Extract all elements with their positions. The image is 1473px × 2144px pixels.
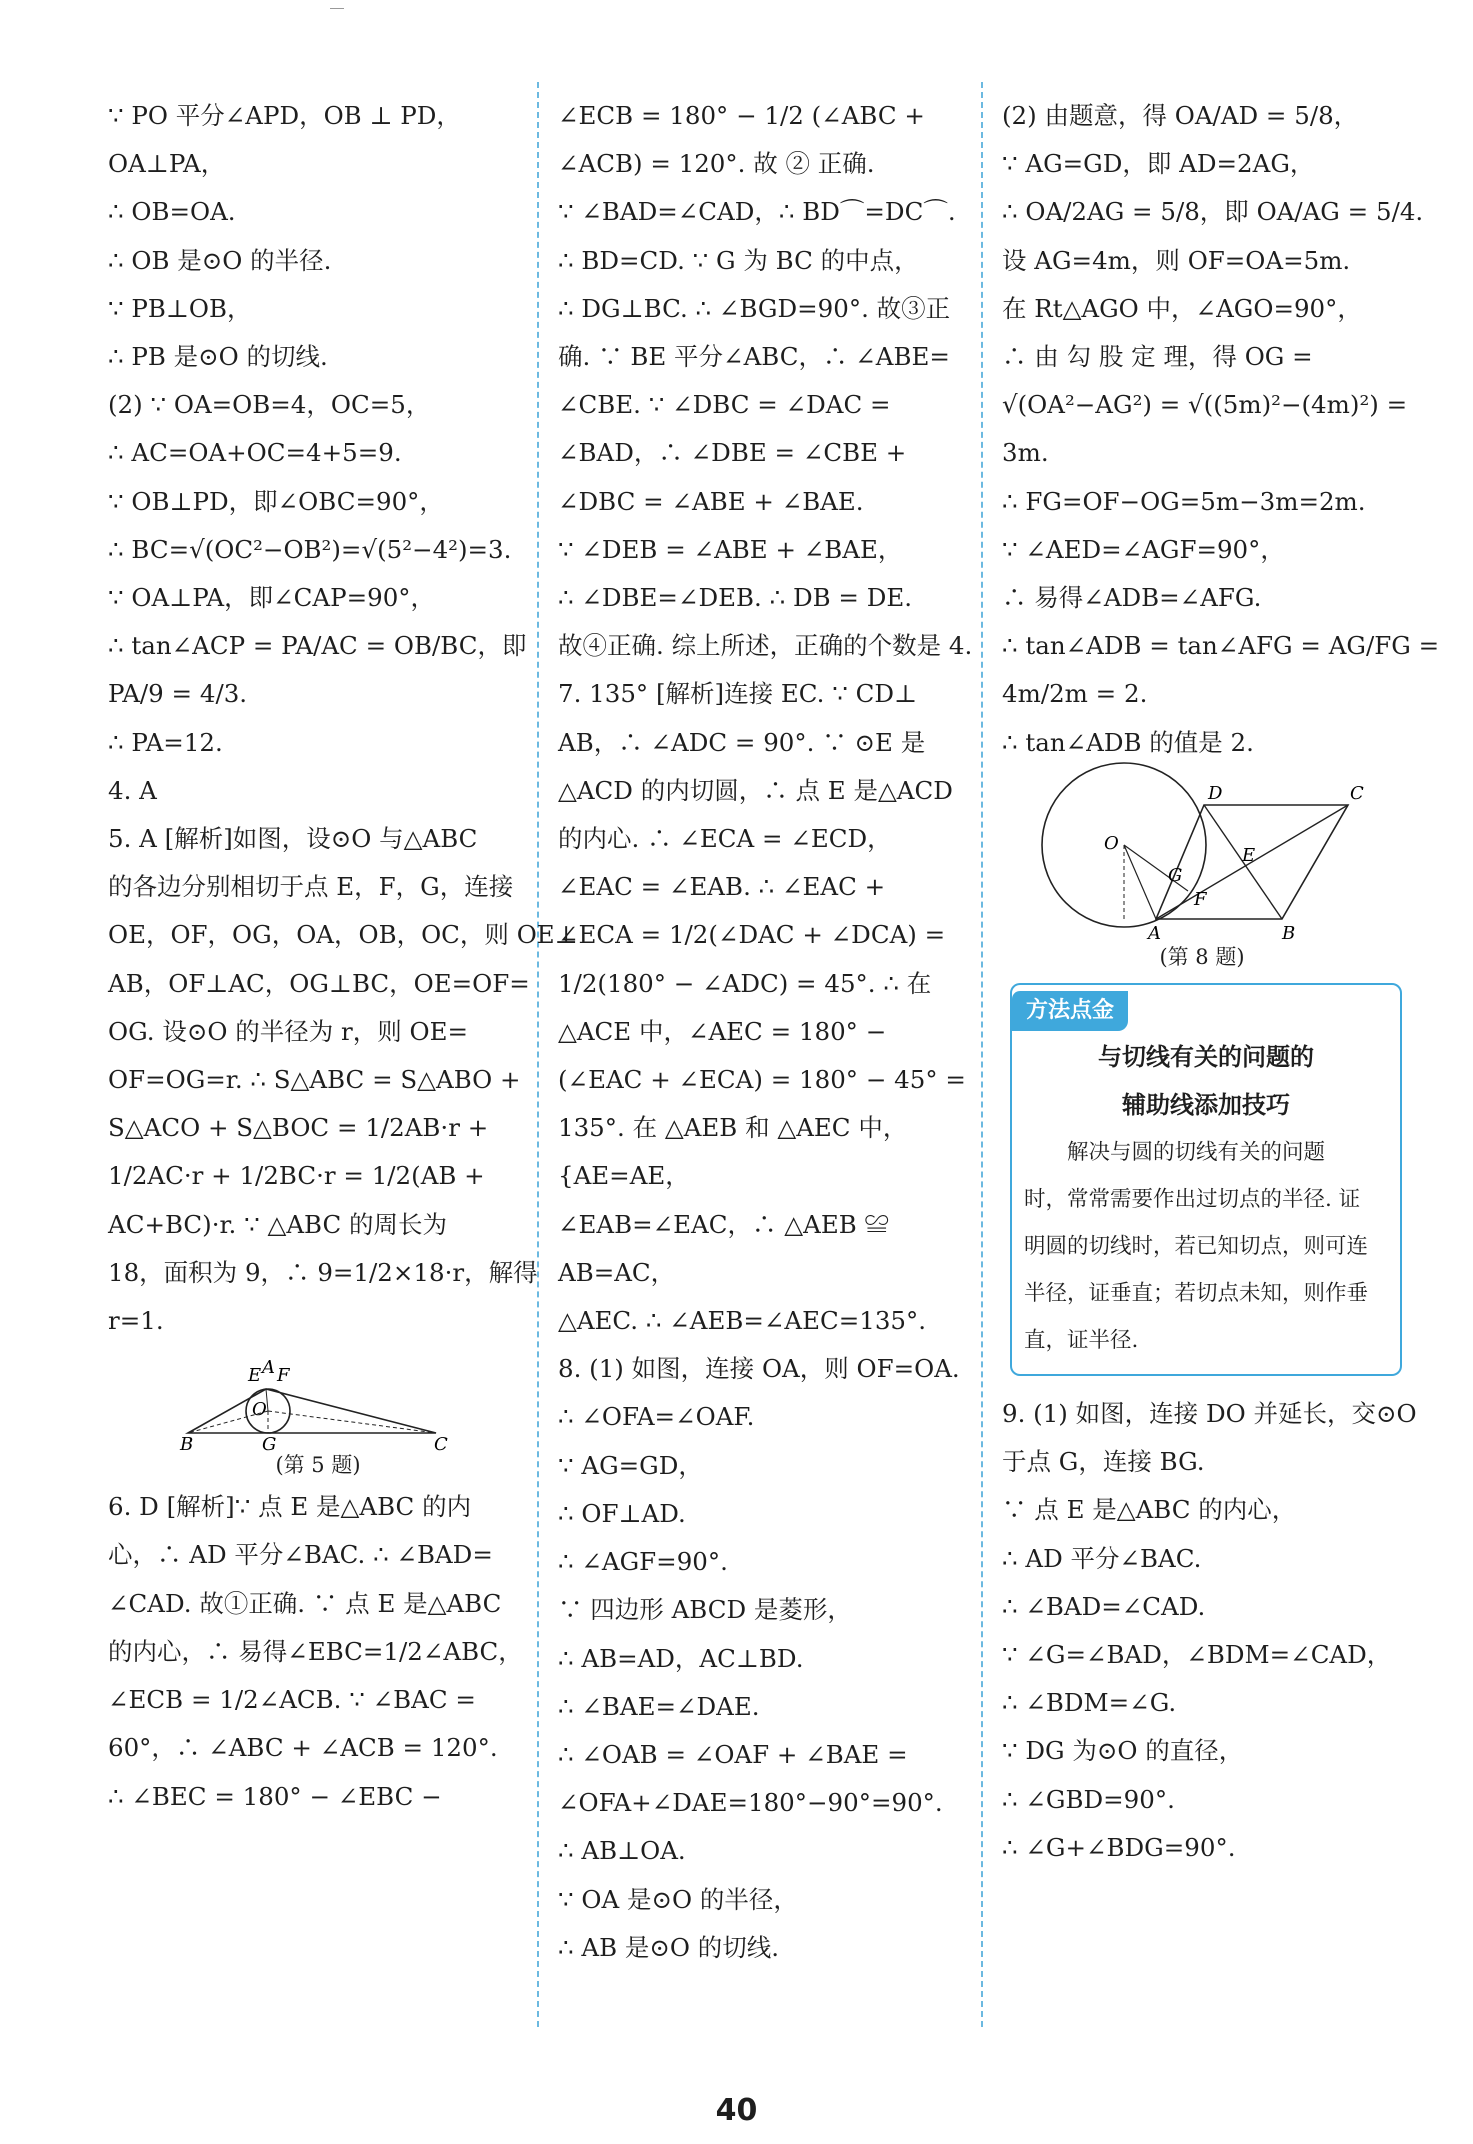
text-line: ∴ DG⊥BC. ∴ ∠BGD=90°. 故③正 — [558, 293, 951, 323]
text-line: 的内心，∴ 易得∠EBC=1/2∠ABC， — [108, 1636, 523, 1666]
column-1 — [108, 92, 578, 1821]
fig5-label-f: F — [277, 1365, 290, 1387]
column-2 — [558, 92, 973, 1972]
text-line: ∠BAD，∴ ∠DBE = ∠CBE + — [558, 438, 907, 468]
text-line: ∵ ∠DEB = ∠ABE + ∠BAE， — [558, 534, 903, 564]
text-line: ∴ ∠OFA=∠OAF. — [558, 1402, 755, 1432]
text-line: 1/2AC·r + 1/2BC·r = 1/2(AB + — [108, 1161, 485, 1191]
text-line: ∵ 四边形 ABCD 是菱形， — [558, 1595, 852, 1625]
text-line: ∴ AB=AD，AC⊥BD. — [558, 1643, 804, 1673]
text-line: ∵ PO 平分∠APD，OB ⊥ PD， — [108, 101, 461, 130]
text-line: ∴ ∠AGF=90°. — [558, 1547, 728, 1577]
text-line: 的各边分别相切于点 E，F，G，连接 — [108, 872, 514, 902]
text-line: 确. ∵ BE 平分∠ABC，∴ ∠ABE= — [558, 342, 950, 372]
text-line: 9. (1) 如图，连接 DO 并延长，交⊙O — [1002, 1399, 1417, 1429]
method-tip-text — [1024, 1129, 1388, 1364]
text-line: ∴ AC=OA+OC=4+5=9. — [108, 438, 402, 468]
method-tip-box — [1010, 983, 1402, 1376]
text-line: ∠OFA+∠DAE=180°−90°=90°. — [558, 1788, 943, 1818]
text-line: PA/9 = 4/3. — [108, 679, 248, 709]
text-line: AC+BC)·r. ∵ △ABC 的周长为 — [108, 1209, 448, 1239]
figure-5 — [108, 1351, 528, 1479]
text-line: 于点 G，连接 BG. — [1002, 1447, 1205, 1477]
fig5-oc — [268, 1411, 436, 1433]
text-line: ∠EAC = ∠EAB. ∴ ∠EAC + — [558, 872, 886, 902]
fig5-label-c: C — [434, 1434, 448, 1456]
text-line: 3m. — [1002, 438, 1049, 468]
method-tip-title-1: 与切线有关的问题的 — [1098, 1043, 1314, 1072]
text-line: ∠ECA = 1/2(∠DAC + ∠DCA) = — [558, 920, 946, 950]
text-line: 5. A [解析]如图，设⊙O 与△ABC — [108, 824, 478, 854]
fig8-label-a: A — [1148, 922, 1161, 944]
column-3-lines — [1002, 92, 1440, 767]
text-line: ∴ tan∠ACP = PA/AC = OB/BC，即 — [108, 631, 527, 661]
text-line: AB，OF⊥AC，OG⊥BC，OE=OF= — [108, 968, 530, 998]
text-line: OA⊥PA， — [108, 149, 226, 179]
method-tip-title-2: 辅助线添加技巧 — [1122, 1091, 1290, 1120]
text-line: 设 AG=4m，则 OF=OA=5m. — [1002, 245, 1351, 275]
text-line: 6. D [解析]∵ 点 E 是△ABC 的内 — [108, 1492, 472, 1522]
fig8-label-f: F — [1194, 888, 1207, 910]
text-line: ∴ OB=OA. — [108, 197, 236, 227]
column-divider-1 — [537, 82, 539, 2027]
text-line: ∵ AG=GD，即 AD=2AG， — [1002, 149, 1315, 179]
text-line: AB=AC， — [558, 1257, 676, 1287]
page-number: 40 — [715, 2093, 758, 2128]
column-1-lines-after-figure — [108, 1483, 528, 1820]
text-line: ∴ ∠GBD=90°. — [1002, 1784, 1175, 1814]
text-line: 8. (1) 如图，连接 OA，则 OF=OA. — [558, 1354, 960, 1384]
text-line: 1/2(180° − ∠ADC) = 45°. ∴ 在 — [558, 968, 932, 998]
text-line: ∵ OA⊥PA，即∠CAP=90°， — [108, 583, 436, 613]
text-line: ∴ BD=CD. ∵ G 为 BC 的中点， — [558, 245, 919, 275]
fig5-triangle — [188, 1389, 436, 1433]
method-tip-line: 半径，证垂直；若切点未知，则作垂 — [1024, 1281, 1369, 1307]
text-line: ∴ AD 平分∠BAC. — [1002, 1543, 1202, 1573]
text-line: ∵ 点 E 是△ABC 的内心， — [1002, 1495, 1297, 1525]
figure-8 — [1002, 773, 1402, 971]
column-3-lines-after-tip — [1002, 1390, 1417, 1872]
text-line: ∠EAB=∠EAC，∴ △AEB ≌ — [558, 1209, 889, 1239]
text-line: ∴ OB 是⊙O 的半径. — [108, 245, 332, 275]
text-line: ∴ OA/2AG = 5/8，即 OA/AG = 5/4. — [1002, 197, 1424, 227]
text-line: S△ACO + S△BOC = 1/2AB·r + — [108, 1113, 489, 1143]
text-line: ∠ECB = 1/2∠ACB. ∵ ∠BAC = — [108, 1685, 476, 1715]
text-line: ∴ OF⊥AD. — [558, 1498, 686, 1528]
text-line: ∴ 由 勾 股 定 理，得 OG = — [1002, 342, 1313, 372]
text-line: 故④正确. 综上所述，正确的个数是 4. — [558, 631, 973, 661]
text-line: 18，面积为 9，∴ 9=1/2×18·r，解得 — [108, 1257, 538, 1287]
fig8-label-o: O — [1104, 832, 1119, 854]
text-line: ∵ OA 是⊙O 的半径， — [558, 1884, 798, 1914]
text-line: ∠DBC = ∠ABE + ∠BAE. — [558, 486, 864, 516]
text-line: OG. 设⊙O 的半径为 r，则 OE= — [108, 1016, 469, 1046]
text-line: ∵ ∠BAD=∠CAD，∴ BD⌒=DC⌒. — [558, 197, 956, 227]
figure-5-caption: (第 5 题) — [275, 1453, 361, 1478]
fig5-label-a: A — [262, 1357, 275, 1379]
column-divider-2 — [981, 82, 983, 2027]
method-tip-line: 解决与圆的切线有关的问题 — [1067, 1140, 1326, 1166]
text-line: ∴ tan∠ADB = tan∠AFG = AG/FG = — [1002, 631, 1440, 661]
fig8-label-d: D — [1208, 782, 1223, 804]
figure-5-diagram — [168, 1351, 468, 1456]
text-line: ∴ PB 是⊙O 的切线. — [108, 342, 328, 372]
text-line: ∴ AB 是⊙O 的切线. — [558, 1932, 780, 1962]
text-line: (∠EAC + ∠ECA) = 180° − 45° = — [558, 1065, 966, 1095]
fig5-label-e: E — [248, 1365, 262, 1387]
text-line: ∵ PB⊥OB， — [108, 293, 252, 323]
text-line: ∴ ∠BAD=∠CAD. — [1002, 1591, 1206, 1621]
text-line: ∴ ∠BAE=∠DAE. — [558, 1691, 760, 1721]
fig8-label-g: G — [1168, 864, 1183, 886]
text-line: ∴ PA=12. — [108, 727, 223, 757]
text-line: ∴ ∠OAB = ∠OAF + ∠BAE = — [558, 1739, 908, 1769]
fig8-label-b: B — [1282, 922, 1296, 944]
text-line: ∴ 易得∠ADB=∠AFG. — [1002, 583, 1262, 613]
figure-8-diagram — [1032, 773, 1372, 943]
method-tip-line: 明圆的切线时，若已知切点，则可连 — [1024, 1234, 1369, 1260]
text-line: ∴ ∠BEC = 180° − ∠EBC − — [108, 1781, 442, 1811]
text-line: 60°，∴ ∠ABC + ∠ACB = 120°. — [108, 1733, 498, 1763]
text-line: ∠ECB = 180° − 1/2 (∠ABC + — [558, 101, 925, 130]
fig8-label-c: C — [1350, 782, 1364, 804]
text-line: ∠CAD. 故①正确. ∵ 点 E 是△ABC — [108, 1588, 502, 1618]
text-line: 7. 135° [解析]连接 EC. ∵ CD⊥ — [558, 679, 918, 709]
text-line: ∠ACB) = 120°. 故 ② 正确. — [558, 149, 875, 179]
text-line: ∵ ∠G=∠BAD，∠BDM=∠CAD， — [1002, 1640, 1392, 1670]
text-line: 135°. 在 △AEB 和 △AEC 中， — [558, 1113, 908, 1143]
column-2-lines — [558, 92, 973, 1972]
text-line: AB，∴ ∠ADC = 90°. ∵ ⊙E 是 — [558, 727, 926, 757]
text-line: ∴ AB⊥OA. — [558, 1836, 686, 1866]
column-3 — [1002, 92, 1440, 1872]
text-line: ∵ AG=GD， — [558, 1450, 703, 1480]
figure-8-caption: (第 8 题) — [1159, 944, 1245, 969]
text-line: △AEC. ∴ ∠AEB=∠AEC=135°. — [558, 1306, 927, 1336]
text-line: OE，OF，OG，OA，OB，OC，则 OE⊥ — [108, 920, 578, 950]
text-line: √(OA²−AG²) = √((5m)²−(4m)²) = — [1002, 390, 1408, 420]
text-line: 4. A — [108, 775, 157, 805]
fig5-label-g: G — [262, 1434, 277, 1456]
column-1-lines — [108, 92, 578, 1345]
text-line: 4m/2m = 2. — [1002, 679, 1148, 709]
method-tip-line: 直，证半径. — [1024, 1328, 1139, 1354]
text-line: (2) 由题意，得 OA/AD = 5/8， — [1002, 101, 1359, 130]
method-tip-line: 时，常常需要作出过切点的半径. 证 — [1024, 1187, 1361, 1213]
text-line: ∴ ∠DBE=∠DEB. ∴ DB = DE. — [558, 583, 913, 613]
text-line: ∴ ∠BDM=∠G. — [1002, 1688, 1177, 1718]
fig5-label-o: O — [252, 1399, 267, 1421]
text-line: r=1. — [108, 1306, 164, 1336]
text-line: 心，∴ AD 平分∠BAC. ∴ ∠BAD= — [108, 1540, 493, 1570]
text-line: {AE=AE， — [558, 1161, 690, 1191]
text-line: ∵ ∠AED=∠AGF=90°， — [1002, 534, 1285, 564]
text-line: ∴ BC=√(OC²−OB²)=√(5²−4²)=3. — [108, 534, 512, 564]
fig8-label-e: E — [1242, 844, 1256, 866]
text-line: OF=OG=r. ∴ S△ABC = S△ABO + — [108, 1065, 521, 1095]
text-line: △ACE 中，∠AEC = 180° − — [558, 1016, 887, 1046]
text-line: (2) ∵ OA=OB=4，OC=5， — [108, 390, 431, 420]
text-line: △ACD 的内切圆，∴ 点 E 是△ACD — [558, 775, 953, 805]
text-line: ∴ ∠G+∠BDG=90°. — [1002, 1832, 1236, 1862]
text-line: ∵ OB⊥PD，即∠OBC=90°， — [108, 486, 444, 516]
text-line: ∵ DG 为⊙O 的直径， — [1002, 1736, 1244, 1766]
text-line: ∴ FG=OF−OG=5m−3m=2m. — [1002, 486, 1366, 516]
method-tip-tag: 方法点金 — [1012, 991, 1128, 1031]
top-mark — [330, 8, 344, 9]
text-line: 的内心. ∴ ∠ECA = ∠ECD， — [558, 824, 892, 854]
text-line: ∠CBE. ∵ ∠DBC = ∠DAC = — [558, 390, 891, 420]
text-line: ∴ tan∠ADB 的值是 2. — [1002, 727, 1254, 757]
fig5-label-b: B — [180, 1434, 194, 1456]
text-line: 在 Rt△AGO 中，∠AGO=90°， — [1002, 293, 1362, 323]
